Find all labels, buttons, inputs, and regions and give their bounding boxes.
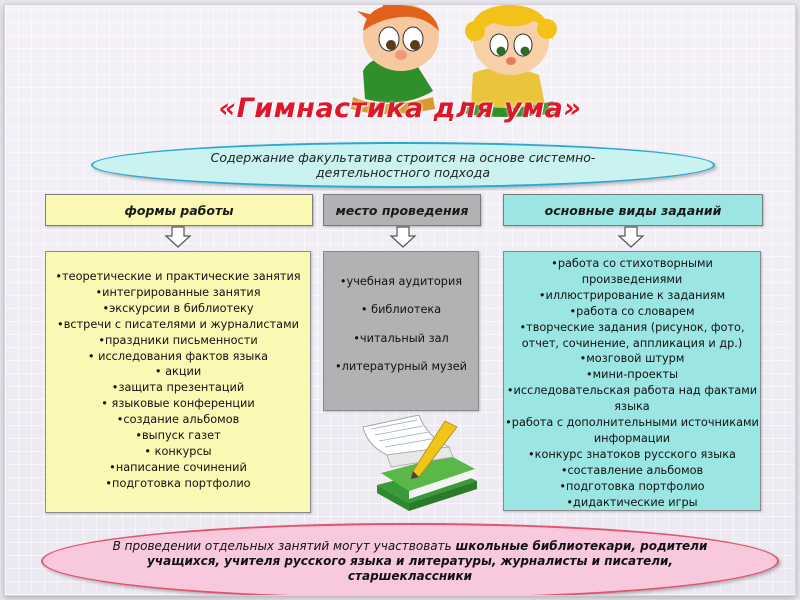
list-item: •составление альбомов — [560, 463, 704, 477]
list-item: •защита презентаций — [111, 381, 245, 395]
list-item: •встречи с писателями и журналистами — [57, 317, 299, 331]
list-item: •праздники письменности — [98, 333, 258, 347]
list-item: • конкурсы — [144, 444, 212, 458]
list-item: •интегрированные занятия — [95, 285, 261, 299]
intro-text: Содержание факультатива строится на основе системно-деятельностного подхода — [210, 150, 596, 180]
list-item: •подготовка портфолио — [105, 476, 251, 490]
list-item: •мини-проекты — [585, 368, 679, 382]
list-item: •написание сочинений — [109, 460, 247, 474]
list-item: •творческие задания (рисунок, фото, отчет, сочинение, аппликация и др.) — [519, 320, 745, 350]
intro-ellipse — [91, 142, 715, 188]
list-item: •читальный зал — [353, 331, 449, 345]
list-item: •подготовка портфолио — [559, 479, 705, 493]
list-item: •работа со стихотворными произведениями — [551, 257, 713, 286]
forms-list — [45, 251, 311, 513]
arrow-down-icon — [389, 226, 417, 248]
tasks-list — [503, 251, 761, 511]
list-item: • исследования фактов языка — [87, 349, 269, 363]
list-item: •экскурсии в библиотеку — [102, 301, 254, 315]
list-item: • библиотека — [360, 303, 442, 317]
list-item: •дидактические игры — [566, 495, 698, 509]
list-item: •литературный музей — [334, 360, 468, 374]
slide — [4, 4, 796, 596]
list-item: •создание альбомов — [116, 413, 240, 427]
list-item: •работа с дополнительными источниками информации — [505, 416, 759, 445]
arrow-down-icon — [164, 226, 192, 248]
list-item: •мозговой штурм — [579, 352, 685, 366]
list-item: •теоретические и практические занятия — [55, 270, 301, 283]
page-title: «Гимнастика для ума» — [218, 93, 582, 124]
list-item: •работа со словарем — [569, 304, 695, 318]
list-item: •конкурс знатоков русского языка — [528, 447, 736, 461]
list-item: •учебная аудитория — [339, 275, 463, 288]
participants-lead: В проведении отдельных занятий могут участвовать — [112, 538, 456, 553]
participants-ellipse — [41, 523, 779, 596]
places-list — [323, 251, 479, 411]
arrow-down-icon — [617, 226, 645, 248]
tasks-heading: основные виды заданий — [503, 194, 763, 226]
list-item: • акции — [154, 365, 202, 379]
places-heading: место проведения — [323, 194, 481, 226]
books-pencil-illustration — [357, 415, 483, 511]
forms-heading: формы работы — [45, 194, 313, 226]
list-item: •иллюстрирование к заданиям — [538, 288, 726, 302]
list-item: • языковые конференции — [101, 397, 255, 411]
list-item: •выпуск газет — [135, 429, 221, 443]
participants-text — [110, 539, 710, 584]
participants-list: школьные библиотекари, родители учащихся, учителя русского языка и литературы, журналисты и писатели, старшеклассники — [147, 538, 708, 583]
list-item: •исследовательская работа над фактами языка — [506, 384, 758, 414]
